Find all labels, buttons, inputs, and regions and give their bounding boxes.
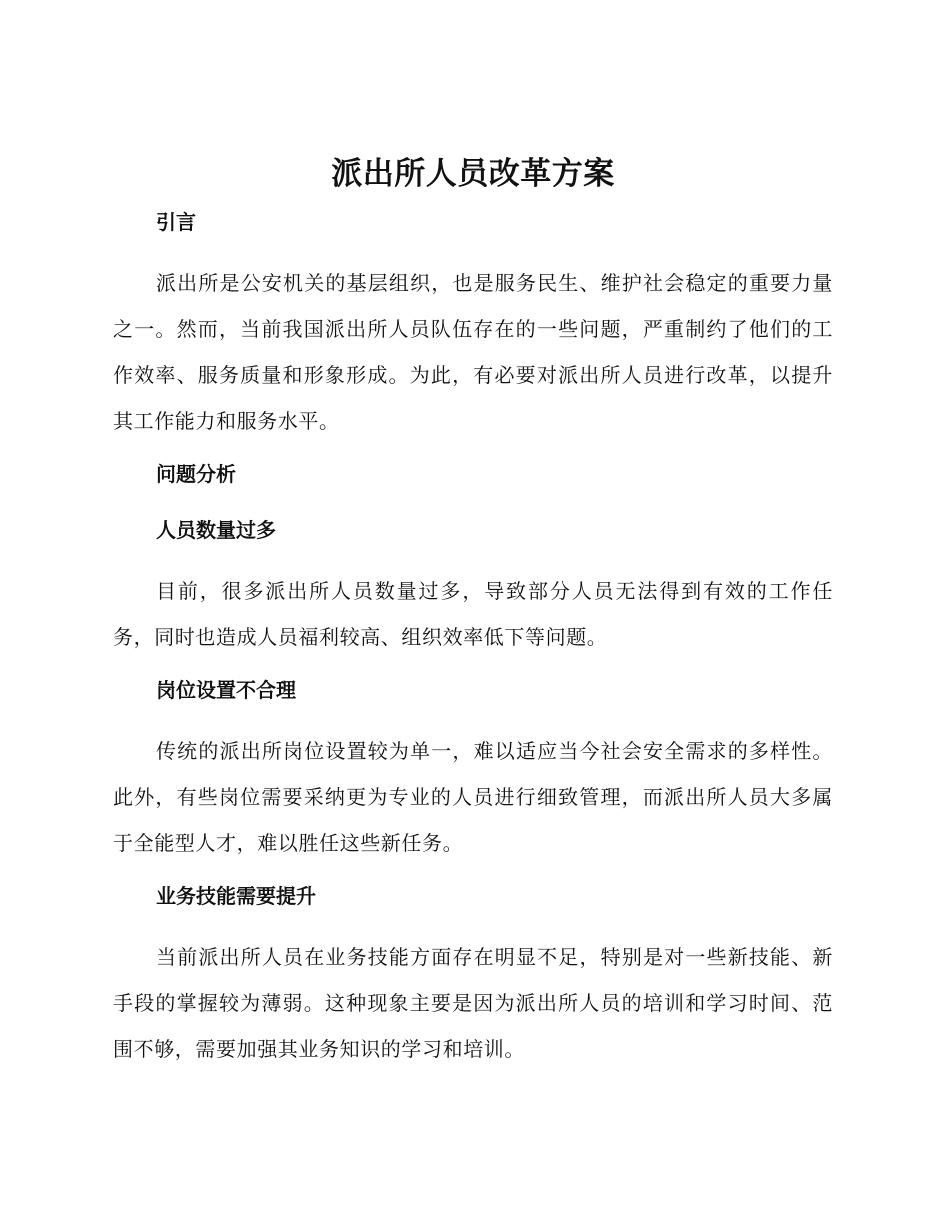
section-heading-skills: 业务技能需要提升 <box>156 884 316 908</box>
section-paragraph-staff-excess: 目前，很多派出所人员数量过多，导致部分人员无法得到有效的工作任务，同时也造成人员福利较高、组织效率低下等问题。 <box>113 579 833 649</box>
section-paragraph-post-setup: 传统的派出所岗位设置较为单一，难以适应当今社会安全需求的多样性。此外，有些岗位需要采纳更为专业的人员进行细致管理，而派出所人员大多属于全能型人才，难以胜任这些新任务。 <box>113 739 833 855</box>
section-heading-staff-excess: 人员数量过多 <box>156 518 276 542</box>
section-heading-post-setup: 岗位设置不合理 <box>156 678 296 702</box>
section-paragraph-skills: 当前派出所人员在业务技能方面存在明显不足，特别是对一些新技能、新手段的掌握较为薄弱。这种现象主要是因为派出所人员的培训和学习时间、范围不够，需要加强其业务知识的学习和培训。 <box>113 945 833 1061</box>
document-page <box>113 148 833 1084</box>
section-heading-problem-analysis: 问题分析 <box>156 462 236 486</box>
document-title: 派出所人员改革方案 <box>331 156 615 192</box>
section-paragraph-introduction: 派出所是公安机关的基层组织，也是服务民生、维护社会稳定的重要力量之一。然而，当前我国派出所人员队伍存在的一些问题，严重制约了他们的工作效率、服务质量和形象形成。为此，有必要对派出所人员进行改革，以提升其工作能力和服务水平。 <box>113 271 833 433</box>
section-heading-introduction: 引言 <box>156 210 196 234</box>
